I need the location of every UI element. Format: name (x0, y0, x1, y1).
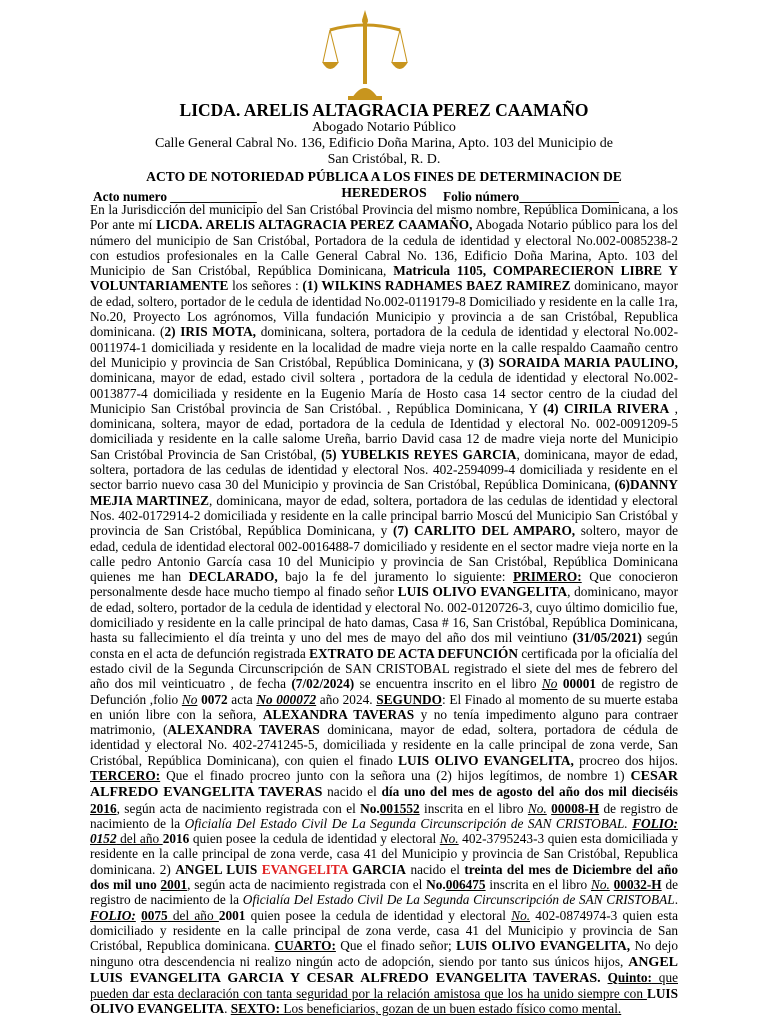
scales-of-justice-icon (322, 8, 408, 100)
folio-number: Folio número_______________ (443, 189, 619, 204)
document-header (90, 100, 678, 200)
acto-number: Acto numero _____________ (93, 189, 257, 204)
highlighted-surname: EVANGELITA (261, 861, 348, 877)
body-paragraph: En la Jurisdicción del municipio del San Cristóbal Provincia del mismo nombre, República Dominicana, a los Por ante mí LICDA. ARELIS ALTAGRACIA PEREZ CAAMAÑO, Abogada Notario público para los del número del municipio de San Cristóbal, Portadora de la cedula de identidad y electoral No.002-0085238-2 con estudios profesionales en la Calle General Cabral No. 136, Edificio Doña Marina, Apto. 103 del Municipio de San Cristóbal, República Dominicana, Matricula 1105, COMPARECIERON LIBRE Y VOLUNTARIAMENTE los señores : (1) WILKINS RADHAMES BAEZ RAMIREZ dominicano, mayor de edad, soltero, portador de le cedula de identidad No.002-0119179-8 Domiciliado y residente en la calle 1ra, No.20, Proyecto Los agrónomos, Villa fundación Municipio y provincia a de san Cristóbal, Republica dominicana. (2) IRIS MOTA, dominicana, soltera, portadora de la cedula de identidad y electoral No.002-0011974-1 domiciliada y residente en la localidad de madre vieja norte en la calle respaldo Caamaño centro del Municipio y provincia de San Cristóbal, República Dominicana, y (3) SORAIDA MARIA PAULINO, dominicana, mayor de edad, estado civil soltera , portadora de la cedula de identidad y electoral No.002-0013877-4 domiciliada y residente en la Eugenio María de Hosto casa 14 sector centro de la ciudad del Municipio San Cristóbal provincia de San Cristóbal. , República Dominicana, Y (4) CIRILA RIVERA , dominicana, soltera, mayor de edad, portadora de la cedula de Identidad y electoral No. 002-0091209-5 domiciliada y residente en la calle salome Ureña, barrio David casa 12 de madre vieja norte del Municipio San Cristóbal Provincia de San Cristóbal, (5) YUBELKIS REYES GARCIA, dominicana, mayor de edad, soltera, portadora de las cedulas de identidad y electoral Nos. 402-2594099-4 domiciliada y residente en el sector barrio nuevo casa 30 del Municipio y provincia de San Cristóbal, República Dominicana, (6)DANNY MEJIA MARTINEZ, dominicana, mayor de edad, soltera, portadora de las cedulas de identidad y electoral Nos. 402-0172914-2 domiciliada y residente en la calle principal barrio Moscú del Municipio San Cristóbal y provincia de San Cristóbal, República Dominicana, y (7) CARLITO DEL AMPARO, soltero, mayor de edad, cedula de identidad electoral 002-0016488-7 domiciliado y residente en el sector madre vieja norte en la calle pedro Antonio García casa 10 del Municipio y provincia de San Cristóbal, República Dominicana quienes me han DECLARADO, bajo la fe del juramento lo siguiente: PRIMERO: Que conocieron personalmente desde hace mucho tiempo al finado señor LUIS OLIVO EVANGELITA, dominicano, mayor de edad, soltero, portador de la cedula de identidad y electoral No. 002-0120726-3, cuyo último domicilio fue, domiciliado y residente en la calle principal de hato damas, Casa # 16, San Cristóbal, República Dominicana, hasta su fallecimiento el día treinta y uno del mes de mayo del año dos mil veintiuno (31/05/2021) según consta en el acta de defunción registrada EXTRATO DE ACTA DEFUNCIÓN certificada por la oficialía del estado civil de la Segunda Circunscripción de SAN CRISTOBAL registrado el siete del mes de febrero del año dos mil veinticuatro , de fecha (7/02/2024) se encuentra inscrito en el libro No 00001 de registro de Defunción ,folio No 0072 acta No 000072 año 2024. SEGUNDO: El Finado al momento de su muerte estaba en unión libre con la señora, ALEXANDRA TAVERAS y no tenía impedimento alguno para contraer matrimonio, (ALEXANDRA TAVERAS dominicana, mayor de edad, soltera, portadora de cédula de identidad y electoral No. 402-2741245-5, domiciliada y residente en la calle principal de zona verde, San Cristóbal, República Dominicana), con quien el finado LUIS OLIVO EVANGELITA, procreo dos hijos. TERCERO: Que el finado procreo junto con la señora una (2) hijos legítimos, de nombre 1) CESAR ALFREDO EVANGELITA TAVERAS nacido el día uno del mes de agosto del año dos mil dieciséis 2016, según acta de nacimiento registrada con el No.001552 inscrita en el libro No. 00008-H de registro de nacimiento de la Oficialía Del Estado Civil De La Segunda Circunscripción de SAN CRISTOBAL. FOLIO: 0152 del año 2016 quien posee la cedula de identidad y electoral No. 402-3795243-3 quien esta domiciliada y residente en la calle principal de zona verde, casa 41 del Municipio y provincia de San Cristóbal, Republica dominicana. 2) ANGEL LUIS EVANGELITA GARCIA nacido el treinta del mes de Diciembre del año dos mil uno 2001, según acta de nacimiento registrada con el No.006475 inscrita en el libro No. 00032-H de registro de nacimiento de la Oficialía Del Estado Civil De La Segunda Circunscripción de SAN CRISTOBAL. FOLIO: 0075 del año 2001 quien posee la cedula de identidad y electoral No. 402-0874974-3 quien esta domiciliado y residente en la calle principal de zona verde, casa 41 del Municipio y provincia de San Cristóbal, Republica dominicana. CUARTO: Que el finado señor; LUIS OLIVO EVANGELITA, No dejo ninguno otra descendencia ni realizo ningún acto de adopción, siendo por tanto sus únicos hijos, ANGEL LUIS EVANGELITA GARCIA Y CESAR ALFREDO EVANGELITA TAVERAS. Quinto: que pueden dar esta declaración con tanta seguridad por la relación amistosa que los ha unido siempre con LUIS OLIVO EVANGELITA. SEXTO: Los beneficiarios, gozan de un buen estado físico como mental. (90, 202, 679, 1017)
notary-address-line1: Calle General Cabral No. 136, Edificio Doña Marina, Apto. 103 del Municipio de (154, 136, 613, 151)
notary-name: LICDA. ARELIS ALTAGRACIA PEREZ CAAMAÑO (179, 100, 589, 120)
notary-address-line2: San Cristóbal, R. D. (327, 152, 441, 167)
document-title-line2: HEREDEROS (341, 185, 427, 200)
document-body (90, 202, 678, 1017)
notary-role: Abogado Notario Público (312, 120, 456, 135)
document-title-line1: ACTO DE NOTORIEDAD PÚBLICA A LOS FINES DE DETERMINACION DE (146, 169, 622, 184)
